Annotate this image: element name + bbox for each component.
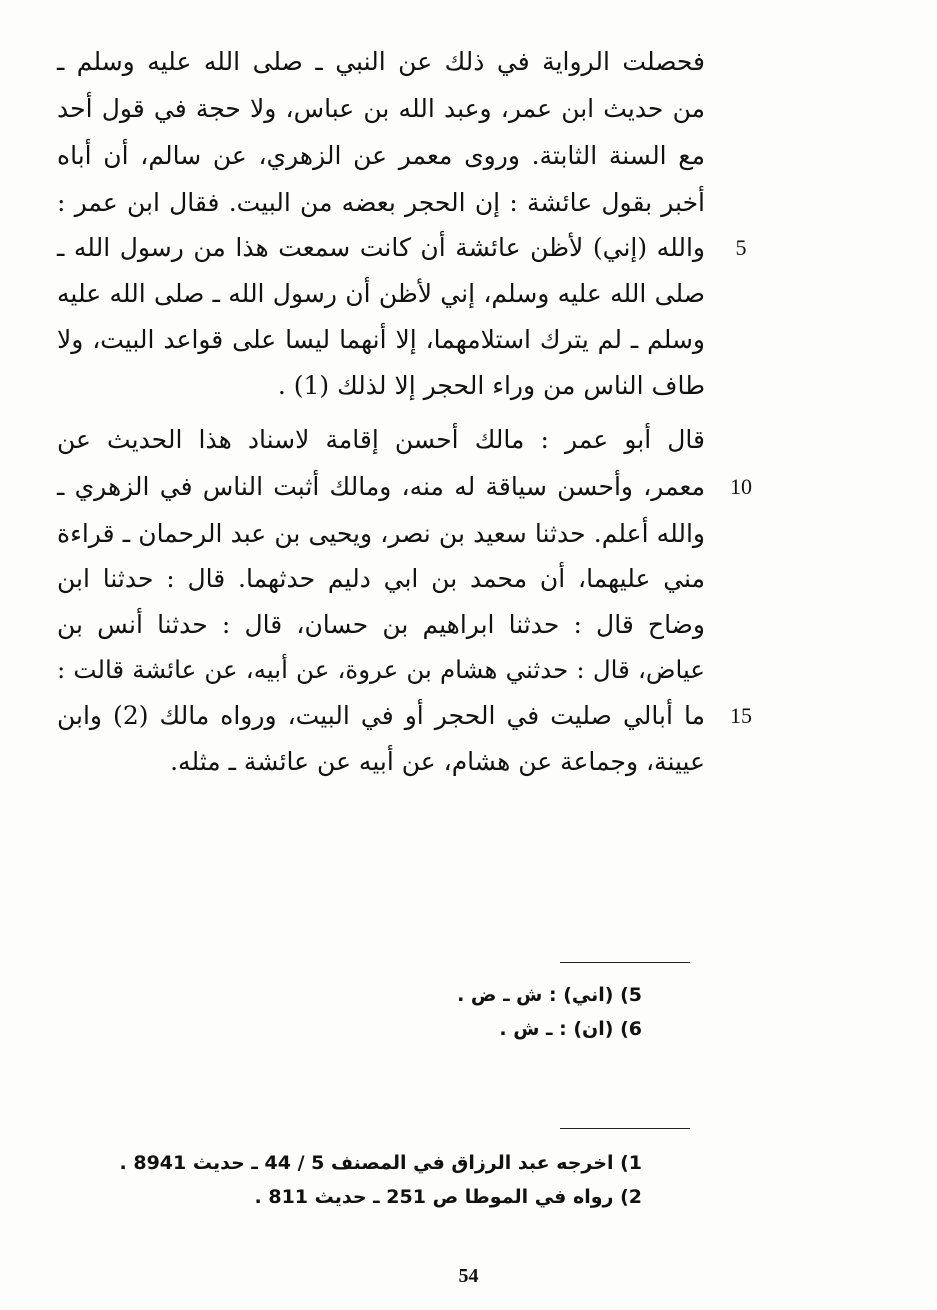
text-line-7: وسلم ـ لم يترك استلامهما، إلا أنهما ليسا على قواعد البيت، ولا [57, 325, 705, 354]
page-number: 54 [458, 1265, 479, 1287]
text-line-16: عيينة، وجماعة عن هشام، عن أبيه عن عائشة ـ مثله. [170, 747, 705, 776]
text-line-12: مني عليهما، أن محمد بن ابي دليم حدثهما. قال : حدثنا ابن [57, 564, 705, 593]
text-line-4: أخبر بقول عائشة : إن الحجر بعضه من البيت. فقال ابن عمر : [57, 188, 705, 217]
text-line-1: فحصلت الرواية في ذلك عن النبي ـ صلى الله عليه وسلم ـ [57, 47, 705, 76]
margin-line-number-5: 5 [735, 235, 747, 260]
text-line-5: والله (إني) لأظن عائشة أن كانت سمعت هذا من رسول الله ـ [57, 233, 705, 262]
variant-notes-rule [560, 962, 690, 963]
text-line-9: قال أبو عمر : مالك أحسن إقامة لاسناد هذا الحديث عن [57, 425, 705, 454]
text-line-14: عياض، قال : حدثني هشام بن عروة، عن أبيه، عن عائشة قالت : [57, 655, 705, 684]
footnote-2: 2) رواه في الموطا ص 251 ـ حديث 811 . [254, 1186, 642, 1208]
text-line-11: والله أعلم. حدثنا سعيد بن نصر، ويحيى بن عبد الرحمان ـ قراءة [57, 519, 705, 548]
margin-line-number-15: 15 [730, 703, 752, 728]
variant-note-1: 5) (اني) : ش ـ ض . [457, 984, 642, 1006]
text-line-13: وضاح قال : حدثنا ابراهيم بن حسان، قال : حدثنا أنس بن [57, 610, 705, 639]
footnotes-rule [560, 1128, 690, 1129]
footnote-1: 1) اخرجه عبد الرزاق في المصنف 5 / 44 ـ حديث 8941 . [119, 1152, 642, 1174]
text-line-15: ما أبالي صليت في الحجر أو في البيت، ورواه مالك (2) وابن [57, 701, 705, 730]
text-line-2: من حديث ابن عمر، وعبد الله بن عباس، ولا حجة في قول أحد [57, 94, 705, 123]
text-line-10: معمر، وأحسن سياقة له منه، ومالك أثبت الناس في الزهري ـ [57, 472, 705, 501]
variant-note-2: 6) (ان) : ـ ش . [499, 1018, 642, 1040]
text-line-3: مع السنة الثابتة. وروى معمر عن الزهري، عن سالم، أن أباه [57, 141, 705, 170]
text-line-6: صلى الله عليه وسلم، إني لأظن أن رسول الله ـ صلى الله عليه [57, 279, 705, 308]
text-line-8: طاف الناس من وراء الحجر إلا لذلك (1) . [277, 371, 705, 400]
margin-line-number-10: 10 [730, 474, 752, 499]
